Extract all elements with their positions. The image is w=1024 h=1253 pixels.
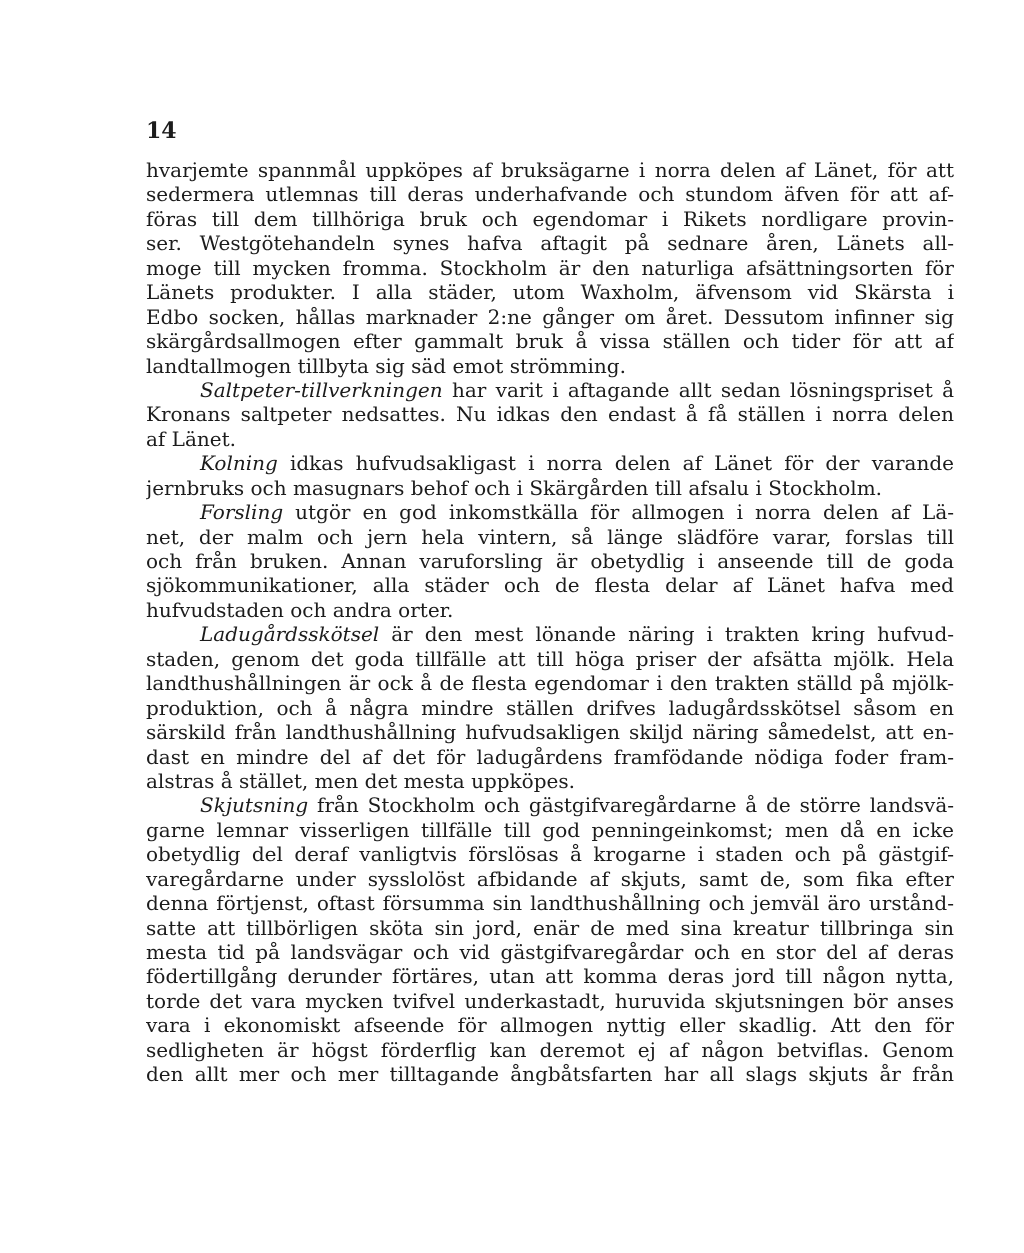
text-line	[146, 402, 954, 426]
line-text: skärgårdsallmogen efter gammalt bruk å vissa ställen och tider för att af	[146, 329, 954, 354]
text-line	[146, 573, 954, 597]
text-line	[146, 549, 954, 573]
line-text: är den mest lönande näring i trakten kring hufvud-	[379, 622, 954, 647]
line-text: staden, genom det goda tillfälle att till höga priser der afsätta mjölk. Hela	[146, 646, 954, 671]
section-lead-word: Skjutsning	[200, 793, 309, 818]
text-line	[146, 427, 954, 451]
text-line	[146, 720, 954, 744]
text-line	[146, 916, 954, 940]
line-text: Länets produkter. I alla städer, utom Waxholm, äfvensom vid Skärsta i	[146, 280, 954, 305]
text-line	[146, 476, 954, 500]
text-line	[146, 598, 954, 622]
line-text: alstras å stället, men det mesta uppköpes.	[146, 768, 575, 793]
line-text: sjökommunikationer, alla städer och de flesta delar af Länet hafva med	[146, 573, 954, 598]
text-line	[146, 647, 954, 671]
text-line	[146, 256, 954, 280]
line-text: från Stockholm och gästgifvaregårdarne å de större landsvä-	[308, 793, 954, 818]
text-line	[146, 842, 954, 866]
text-line	[146, 867, 954, 891]
text-line	[146, 280, 954, 304]
text-line	[146, 622, 954, 646]
line-text: jernbruks och masugnars behof och i Skärgården till afsalu i Stockholm.	[146, 475, 883, 500]
page-number: 14	[146, 118, 177, 144]
text-line	[146, 964, 954, 988]
text-line	[146, 940, 954, 964]
text-line	[146, 989, 954, 1013]
line-text: net, der malm och jern hela vintern, så länge slädföre varar, forslas till	[146, 524, 954, 549]
line-text: landthushållningen är ock å de flesta egendomar i den trakten ställd på mjölk-	[146, 671, 954, 696]
text-line	[146, 1038, 954, 1062]
line-text: produktion, och å några mindre ställen drifves ladugårdsskötsel såsom en	[146, 695, 954, 720]
text-line	[146, 769, 954, 793]
text-line	[146, 158, 954, 182]
line-text: sedermera utlemnas till deras underhafvande och stundom äfven för att af-	[146, 182, 954, 207]
line-text: obetydlig del deraf vanligtvis förslösas å krogarne i staden och på gästgif-	[146, 842, 954, 867]
text-line	[146, 354, 954, 378]
text-line	[146, 1062, 954, 1086]
line-text: Kronans saltpeter nedsattes. Nu idkas den endast å få ställen i norra delen	[146, 402, 954, 427]
section-lead-word: Kolning	[200, 451, 278, 476]
body-text	[146, 158, 954, 1087]
text-line	[146, 525, 954, 549]
text-line	[146, 745, 954, 769]
line-text: mesta tid på landsvägar och vid gästgifvaregårdar och en stor del af deras	[146, 940, 954, 964]
text-line	[146, 500, 954, 524]
text-line	[146, 305, 954, 329]
section-lead-word: Forsling	[200, 500, 284, 525]
line-text: den allt mer och mer tilltagande ångbåtsfarten har all slags skjuts år från	[146, 1062, 954, 1087]
line-text: vara i ekonomiskt afseende för allmogen nyttig eller skadlig. Att den för	[146, 1013, 954, 1038]
line-text: garne lemnar visserligen tillfälle till god penningeinkomst; men då en icke	[146, 817, 954, 842]
line-text: har varit i aftagande allt sedan lösningspriset å	[442, 377, 954, 402]
text-line	[146, 671, 954, 695]
line-text: torde det vara mycken tvifvel underkastadt, huruvida skjutsningen bör anses	[146, 988, 954, 1013]
text-line	[146, 329, 954, 353]
line-text: idkas hufvudsakligast i norra delen af Länet för der varande	[277, 451, 954, 476]
text-line	[146, 891, 954, 915]
text-line	[146, 793, 954, 817]
line-text: föras till dem tillhöriga bruk och egendomar i Rikets nordligare provin-	[146, 206, 954, 231]
line-text: och från bruken. Annan varuforsling är obetydlig i anseende till de goda	[146, 549, 954, 573]
section-lead-word: Saltpeter-tillverkningen	[200, 377, 443, 402]
line-text: af Länet.	[146, 426, 236, 451]
section-lead-word: Ladugårdsskötsel	[200, 622, 380, 647]
line-text: utgör en god inkomstkälla för allmogen i norra delen af Lä-	[283, 500, 954, 525]
text-line	[146, 231, 954, 255]
line-text: hvarjemte spannmål uppköpes af bruksägarne i norra delen af Länet, för att	[146, 158, 954, 182]
line-text: födertillgång derunder förtäres, utan att komma deras jord till någon nytta,	[146, 964, 954, 989]
line-text: särskild från landthushållning hufvudsakligen skiljd näring såmedelst, att en-	[146, 720, 954, 745]
line-text: denna förtjenst, oftast försumma sin landthushållning och jemväl äro urstånd-	[146, 891, 954, 916]
text-line	[146, 1013, 954, 1037]
line-text: Edbo socken, hållas marknader 2:ne gånger om året. Dessutom infinner sig	[146, 304, 954, 329]
line-text: sedligheten är högst förderflig kan deremot ej af någon betviflas. Genom	[146, 1037, 954, 1062]
text-line	[146, 818, 954, 842]
text-line	[146, 378, 954, 402]
text-line	[146, 207, 954, 231]
line-text: moge till mycken fromma. Stockholm är den naturliga afsättningsorten för	[146, 255, 954, 280]
text-line	[146, 451, 954, 475]
line-text: satte att tillbörligen sköta sin jord, enär de med sina kreatur tillbringa sin	[146, 915, 954, 940]
text-line	[146, 182, 954, 206]
text-line	[146, 696, 954, 720]
line-text: hufvudstaden och andra orter.	[146, 597, 454, 622]
line-text: ser. Westgötehandeln synes hafva aftagit på sednare åren, Länets all-	[146, 231, 954, 256]
line-text: dast en mindre del af det för ladugårdens framfödande nödiga foder fram-	[146, 744, 954, 769]
line-text: landtallmogen tillbyta sig säd emot strömming.	[146, 353, 626, 378]
line-text: varegårdarne under sysslolöst afbidande af skjuts, samt de, som fika efter	[146, 866, 954, 891]
